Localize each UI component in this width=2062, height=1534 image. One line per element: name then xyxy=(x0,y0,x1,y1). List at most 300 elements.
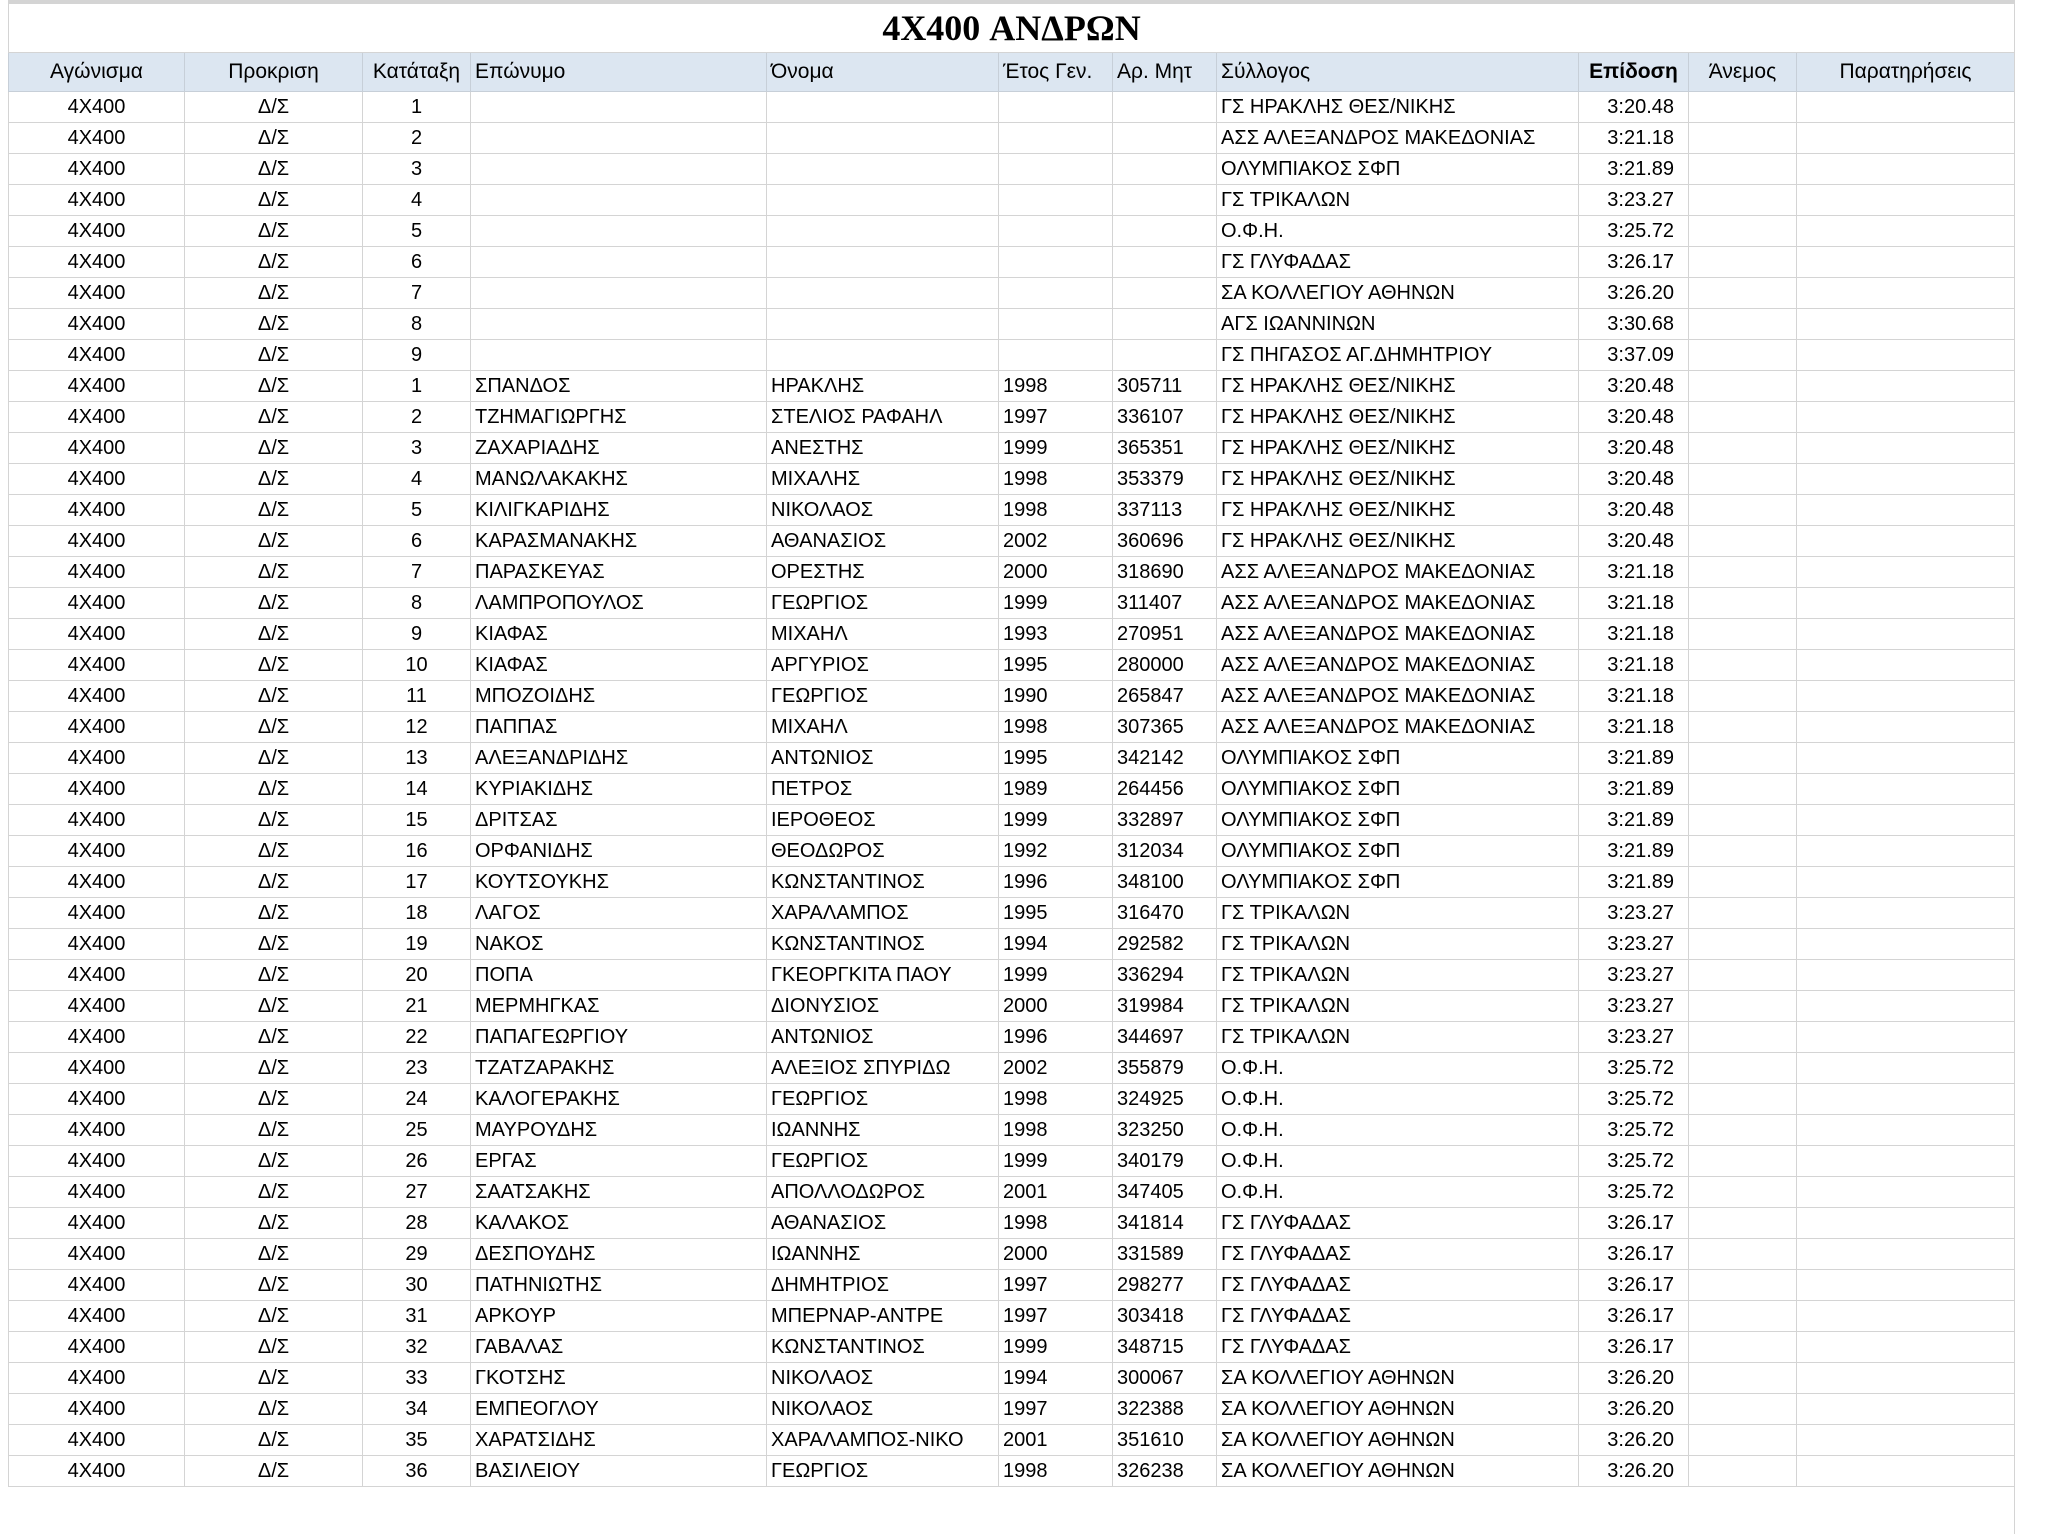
cell-event[interactable]: 4X400 xyxy=(9,929,185,960)
cell-performance[interactable]: 3:21.18 xyxy=(1579,681,1689,712)
cell-qualification[interactable]: Δ/Σ xyxy=(185,619,363,650)
cell-club[interactable]: ΑΣΣ ΑΛΕΞΑΝΔΡΟΣ ΜΑΚΕΔΟΝΙΑΣ xyxy=(1217,712,1579,743)
cell-notes[interactable] xyxy=(1797,1053,2015,1084)
cell-surname[interactable]: ΜΕΡΜΗΓΚΑΣ xyxy=(471,991,767,1022)
cell-registry-number[interactable]: 312034 xyxy=(1113,836,1217,867)
cell-event[interactable]: 4X400 xyxy=(9,433,185,464)
cell-notes[interactable] xyxy=(1797,309,2015,340)
cell-event[interactable]: 4X400 xyxy=(9,154,185,185)
cell-wind[interactable] xyxy=(1689,1084,1797,1115)
header-name[interactable]: Όνομα xyxy=(767,53,999,92)
cell-surname[interactable]: ΝΑΚΟΣ xyxy=(471,929,767,960)
cell-birth-year[interactable] xyxy=(999,309,1113,340)
cell-rank[interactable]: 2 xyxy=(363,123,471,154)
cell-surname[interactable]: ΠΑΡΑΣΚΕΥΑΣ xyxy=(471,557,767,588)
cell-surname[interactable]: ΔΕΣΠΟΥΔΗΣ xyxy=(471,1239,767,1270)
cell-event[interactable]: 4X400 xyxy=(9,1270,185,1301)
cell-name[interactable]: ΣΤΕΛΙΟΣ ΡΑΦΑΗΛ xyxy=(767,402,999,433)
cell-event[interactable]: 4X400 xyxy=(9,898,185,929)
cell-rank[interactable]: 18 xyxy=(363,898,471,929)
cell-qualification[interactable]: Δ/Σ xyxy=(185,1332,363,1363)
cell-surname[interactable]: ΚΑΛΑΚΟΣ xyxy=(471,1208,767,1239)
cell-rank[interactable]: 9 xyxy=(363,340,471,371)
cell-event[interactable]: 4X400 xyxy=(9,588,185,619)
cell-registry-number[interactable]: 336107 xyxy=(1113,402,1217,433)
cell-registry-number[interactable]: 351610 xyxy=(1113,1425,1217,1456)
cell-name[interactable]: ΜΙΧΑΗΛ xyxy=(767,619,999,650)
cell-wind[interactable] xyxy=(1689,836,1797,867)
cell-notes[interactable] xyxy=(1797,464,2015,495)
cell-notes[interactable] xyxy=(1797,743,2015,774)
cell-qualification[interactable]: Δ/Σ xyxy=(185,991,363,1022)
cell-club[interactable]: ΓΣ ΗΡΑΚΛΗΣ ΘΕΣ/ΝΙΚΗΣ xyxy=(1217,495,1579,526)
cell-notes[interactable] xyxy=(1797,805,2015,836)
cell-notes[interactable] xyxy=(1797,371,2015,402)
cell-qualification[interactable]: Δ/Σ xyxy=(185,681,363,712)
cell-notes[interactable] xyxy=(1797,1177,2015,1208)
cell-registry-number[interactable]: 344697 xyxy=(1113,1022,1217,1053)
cell-performance[interactable]: 3:21.18 xyxy=(1579,650,1689,681)
cell-club[interactable]: ΣΑ ΚΟΛΛΕΓΙΟΥ ΑΘΗΝΩΝ xyxy=(1217,1394,1579,1425)
cell-rank[interactable]: 30 xyxy=(363,1270,471,1301)
cell-performance[interactable]: 3:21.18 xyxy=(1579,588,1689,619)
cell-wind[interactable] xyxy=(1689,464,1797,495)
cell-name[interactable]: ΑΘΑΝΑΣΙΟΣ xyxy=(767,1208,999,1239)
cell-surname[interactable]: ΤΖΗΜΑΓΙΩΡΓΗΣ xyxy=(471,402,767,433)
cell-performance[interactable]: 3:21.89 xyxy=(1579,867,1689,898)
cell-qualification[interactable]: Δ/Σ xyxy=(185,712,363,743)
cell-surname[interactable]: ΜΑΥΡΟΥΔΗΣ xyxy=(471,1115,767,1146)
cell-registry-number[interactable]: 305711 xyxy=(1113,371,1217,402)
cell-notes[interactable] xyxy=(1797,681,2015,712)
cell-birth-year[interactable]: 1998 xyxy=(999,1115,1113,1146)
cell-rank[interactable]: 32 xyxy=(363,1332,471,1363)
cell-wind[interactable] xyxy=(1689,1363,1797,1394)
cell-event[interactable]: 4X400 xyxy=(9,836,185,867)
cell-registry-number[interactable] xyxy=(1113,309,1217,340)
cell-club[interactable]: ΓΣ ΗΡΑΚΛΗΣ ΘΕΣ/ΝΙΚΗΣ xyxy=(1217,402,1579,433)
cell-qualification[interactable]: Δ/Σ xyxy=(185,402,363,433)
cell-birth-year[interactable]: 2002 xyxy=(999,1053,1113,1084)
cell-performance[interactable]: 3:26.17 xyxy=(1579,1270,1689,1301)
cell-performance[interactable]: 3:21.89 xyxy=(1579,836,1689,867)
cell-registry-number[interactable]: 360696 xyxy=(1113,526,1217,557)
cell-notes[interactable] xyxy=(1797,991,2015,1022)
cell-birth-year[interactable]: 1998 xyxy=(999,1456,1113,1487)
cell-registry-number[interactable] xyxy=(1113,278,1217,309)
cell-birth-year[interactable]: 1999 xyxy=(999,1332,1113,1363)
cell-event[interactable]: 4X400 xyxy=(9,557,185,588)
cell-club[interactable]: ΓΣ ΗΡΑΚΛΗΣ ΘΕΣ/ΝΙΚΗΣ xyxy=(1217,371,1579,402)
cell-rank[interactable]: 13 xyxy=(363,743,471,774)
cell-registry-number[interactable]: 292582 xyxy=(1113,929,1217,960)
cell-qualification[interactable]: Δ/Σ xyxy=(185,92,363,123)
cell-birth-year[interactable]: 1998 xyxy=(999,712,1113,743)
cell-registry-number[interactable]: 347405 xyxy=(1113,1177,1217,1208)
cell-notes[interactable] xyxy=(1797,1363,2015,1394)
cell-notes[interactable] xyxy=(1797,1301,2015,1332)
cell-name[interactable] xyxy=(767,278,999,309)
cell-surname[interactable]: ΠΑΠΠΑΣ xyxy=(471,712,767,743)
cell-qualification[interactable]: Δ/Σ xyxy=(185,1084,363,1115)
cell-registry-number[interactable] xyxy=(1113,340,1217,371)
cell-club[interactable]: ΓΣ ΓΛΥΦΑΔΑΣ xyxy=(1217,1208,1579,1239)
cell-club[interactable]: ΟΛΥΜΠΙΑΚΟΣ ΣΦΠ xyxy=(1217,805,1579,836)
cell-event[interactable]: 4X400 xyxy=(9,1053,185,1084)
cell-rank[interactable]: 23 xyxy=(363,1053,471,1084)
cell-wind[interactable] xyxy=(1689,1146,1797,1177)
cell-wind[interactable] xyxy=(1689,1208,1797,1239)
cell-registry-number[interactable] xyxy=(1113,247,1217,278)
cell-registry-number[interactable]: 264456 xyxy=(1113,774,1217,805)
cell-event[interactable]: 4X400 xyxy=(9,743,185,774)
cell-qualification[interactable]: Δ/Σ xyxy=(185,557,363,588)
cell-notes[interactable] xyxy=(1797,588,2015,619)
cell-event[interactable]: 4X400 xyxy=(9,1301,185,1332)
cell-wind[interactable] xyxy=(1689,1053,1797,1084)
cell-birth-year[interactable]: 1996 xyxy=(999,1022,1113,1053)
cell-notes[interactable] xyxy=(1797,1456,2015,1487)
header-performance[interactable]: Επίδοση xyxy=(1579,53,1689,92)
cell-notes[interactable] xyxy=(1797,1208,2015,1239)
cell-performance[interactable]: 3:37.09 xyxy=(1579,340,1689,371)
cell-performance[interactable]: 3:26.20 xyxy=(1579,1363,1689,1394)
cell-birth-year[interactable]: 1999 xyxy=(999,805,1113,836)
cell-notes[interactable] xyxy=(1797,1394,2015,1425)
cell-registry-number[interactable]: 316470 xyxy=(1113,898,1217,929)
header-notes[interactable]: Παρατηρήσεις xyxy=(1797,53,2015,92)
cell-birth-year[interactable]: 1995 xyxy=(999,650,1113,681)
cell-rank[interactable]: 27 xyxy=(363,1177,471,1208)
cell-qualification[interactable]: Δ/Σ xyxy=(185,526,363,557)
cell-surname[interactable]: ΚΙΑΦΑΣ xyxy=(471,650,767,681)
cell-qualification[interactable]: Δ/Σ xyxy=(185,774,363,805)
cell-registry-number[interactable] xyxy=(1113,185,1217,216)
cell-surname[interactable]: ΣΠΑΝΔΟΣ xyxy=(471,371,767,402)
cell-qualification[interactable]: Δ/Σ xyxy=(185,743,363,774)
cell-wind[interactable] xyxy=(1689,743,1797,774)
cell-name[interactable]: ΑΡΓΥΡΙΟΣ xyxy=(767,650,999,681)
sheet-title[interactable]: 4X400 ΑΝΔΡΩΝ xyxy=(9,2,2015,53)
cell-performance[interactable]: 3:21.18 xyxy=(1579,557,1689,588)
cell-notes[interactable] xyxy=(1797,960,2015,991)
cell-wind[interactable] xyxy=(1689,433,1797,464)
cell-name[interactable]: ΑΝΕΣΤΗΣ xyxy=(767,433,999,464)
cell-surname[interactable]: ΧΑΡΑΤΣΙΔΗΣ xyxy=(471,1425,767,1456)
cell-event[interactable]: 4X400 xyxy=(9,1208,185,1239)
cell-wind[interactable] xyxy=(1689,154,1797,185)
cell-performance[interactable]: 3:21.18 xyxy=(1579,712,1689,743)
cell-name[interactable]: ΧΑΡΑΛΑΜΠΟΣ xyxy=(767,898,999,929)
cell-notes[interactable] xyxy=(1797,526,2015,557)
cell-surname[interactable]: ΓΚΟΤΣΗΣ xyxy=(471,1363,767,1394)
cell-event[interactable]: 4X400 xyxy=(9,1239,185,1270)
cell-surname[interactable]: ΚΑΛΟΓΕΡΑΚΗΣ xyxy=(471,1084,767,1115)
cell-surname[interactable]: ΤΖΑΤΖΑΡΑΚΗΣ xyxy=(471,1053,767,1084)
cell-registry-number[interactable]: 322388 xyxy=(1113,1394,1217,1425)
cell-birth-year[interactable]: 1997 xyxy=(999,1394,1113,1425)
cell-performance[interactable]: 3:21.18 xyxy=(1579,123,1689,154)
cell-name[interactable] xyxy=(767,340,999,371)
cell-qualification[interactable]: Δ/Σ xyxy=(185,898,363,929)
cell-name[interactable]: ΓΕΩΡΓΙΟΣ xyxy=(767,1084,999,1115)
cell-name[interactable]: ΓΕΩΡΓΙΟΣ xyxy=(767,588,999,619)
cell-birth-year[interactable]: 1994 xyxy=(999,1363,1113,1394)
cell-birth-year[interactable]: 2000 xyxy=(999,991,1113,1022)
cell-birth-year[interactable]: 1996 xyxy=(999,867,1113,898)
cell-club[interactable]: ΑΓΣ ΙΩΑΝΝΙΝΩΝ xyxy=(1217,309,1579,340)
cell-birth-year[interactable]: 1999 xyxy=(999,960,1113,991)
cell-wind[interactable] xyxy=(1689,1022,1797,1053)
cell-surname[interactable]: ΚΑΡΑΣΜΑΝΑΚΗΣ xyxy=(471,526,767,557)
cell-birth-year[interactable]: 1995 xyxy=(999,743,1113,774)
cell-rank[interactable]: 15 xyxy=(363,805,471,836)
cell-qualification[interactable]: Δ/Σ xyxy=(185,1208,363,1239)
cell-rank[interactable]: 20 xyxy=(363,960,471,991)
cell-birth-year[interactable]: 2001 xyxy=(999,1425,1113,1456)
cell-club[interactable]: ΓΣ ΓΛΥΦΑΔΑΣ xyxy=(1217,1301,1579,1332)
cell-event[interactable]: 4X400 xyxy=(9,247,185,278)
cell-notes[interactable] xyxy=(1797,1270,2015,1301)
cell-surname[interactable]: ΛΑΜΠΡΟΠΟΥΛΟΣ xyxy=(471,588,767,619)
cell-birth-year[interactable] xyxy=(999,185,1113,216)
cell-wind[interactable] xyxy=(1689,805,1797,836)
cell-club[interactable]: ΓΣ ΓΛΥΦΑΔΑΣ xyxy=(1217,1270,1579,1301)
cell-club[interactable]: ΓΣ ΗΡΑΚΛΗΣ ΘΕΣ/ΝΙΚΗΣ xyxy=(1217,464,1579,495)
cell-club[interactable]: Ο.Φ.Η. xyxy=(1217,1146,1579,1177)
cell-birth-year[interactable]: 1998 xyxy=(999,371,1113,402)
cell-performance[interactable]: 3:26.17 xyxy=(1579,1208,1689,1239)
cell-registry-number[interactable]: 265847 xyxy=(1113,681,1217,712)
cell-performance[interactable]: 3:26.17 xyxy=(1579,1332,1689,1363)
cell-qualification[interactable]: Δ/Σ xyxy=(185,1301,363,1332)
cell-surname[interactable] xyxy=(471,309,767,340)
cell-club[interactable]: ΓΣ ΤΡΙΚΑΛΩΝ xyxy=(1217,898,1579,929)
cell-surname[interactable]: ΣΑΑΤΣΑΚΗΣ xyxy=(471,1177,767,1208)
cell-birth-year[interactable]: 1990 xyxy=(999,681,1113,712)
cell-club[interactable]: ΑΣΣ ΑΛΕΞΑΝΔΡΟΣ ΜΑΚΕΔΟΝΙΑΣ xyxy=(1217,650,1579,681)
cell-birth-year[interactable] xyxy=(999,340,1113,371)
cell-birth-year[interactable] xyxy=(999,123,1113,154)
cell-rank[interactable]: 3 xyxy=(363,154,471,185)
cell-club[interactable]: Ο.Φ.Η. xyxy=(1217,1115,1579,1146)
cell-birth-year[interactable] xyxy=(999,247,1113,278)
cell-qualification[interactable]: Δ/Σ xyxy=(185,1425,363,1456)
cell-event[interactable]: 4X400 xyxy=(9,960,185,991)
cell-performance[interactable]: 3:26.20 xyxy=(1579,1425,1689,1456)
cell-rank[interactable]: 1 xyxy=(363,371,471,402)
cell-surname[interactable]: ΓΑΒΑΛΑΣ xyxy=(471,1332,767,1363)
cell-surname[interactable]: ΜΑΝΩΛΑΚΑΚΗΣ xyxy=(471,464,767,495)
cell-club[interactable]: ΑΣΣ ΑΛΕΞΑΝΔΡΟΣ ΜΑΚΕΔΟΝΙΑΣ xyxy=(1217,123,1579,154)
cell-notes[interactable] xyxy=(1797,619,2015,650)
cell-notes[interactable] xyxy=(1797,185,2015,216)
cell-rank[interactable]: 10 xyxy=(363,650,471,681)
cell-rank[interactable]: 1 xyxy=(363,92,471,123)
cell-qualification[interactable]: Δ/Σ xyxy=(185,185,363,216)
cell-club[interactable]: Ο.Φ.Η. xyxy=(1217,1084,1579,1115)
cell-club[interactable]: ΣΑ ΚΟΛΛΕΓΙΟΥ ΑΘΗΝΩΝ xyxy=(1217,1363,1579,1394)
cell-event[interactable]: 4X400 xyxy=(9,774,185,805)
header-qualification[interactable]: Προκριση xyxy=(185,53,363,92)
cell-event[interactable]: 4X400 xyxy=(9,681,185,712)
cell-rank[interactable]: 8 xyxy=(363,588,471,619)
cell-qualification[interactable]: Δ/Σ xyxy=(185,929,363,960)
cell-surname[interactable] xyxy=(471,92,767,123)
cell-performance[interactable]: 3:23.27 xyxy=(1579,898,1689,929)
cell-performance[interactable]: 3:26.20 xyxy=(1579,1394,1689,1425)
cell-qualification[interactable]: Δ/Σ xyxy=(185,278,363,309)
cell-notes[interactable] xyxy=(1797,557,2015,588)
cell-notes[interactable] xyxy=(1797,1115,2015,1146)
cell-registry-number[interactable]: 336294 xyxy=(1113,960,1217,991)
cell-qualification[interactable]: Δ/Σ xyxy=(185,123,363,154)
cell-surname[interactable]: ΠΟΠΑ xyxy=(471,960,767,991)
cell-rank[interactable]: 17 xyxy=(363,867,471,898)
cell-rank[interactable]: 28 xyxy=(363,1208,471,1239)
cell-name[interactable]: ΙΕΡΟΘΕΟΣ xyxy=(767,805,999,836)
cell-wind[interactable] xyxy=(1689,774,1797,805)
cell-event[interactable]: 4X400 xyxy=(9,867,185,898)
cell-rank[interactable]: 34 xyxy=(363,1394,471,1425)
cell-performance[interactable]: 3:20.48 xyxy=(1579,464,1689,495)
cell-rank[interactable]: 7 xyxy=(363,557,471,588)
cell-birth-year[interactable]: 1998 xyxy=(999,1208,1113,1239)
cell-registry-number[interactable]: 307365 xyxy=(1113,712,1217,743)
cell-rank[interactable]: 2 xyxy=(363,402,471,433)
cell-registry-number[interactable]: 311407 xyxy=(1113,588,1217,619)
header-rank[interactable]: Κατάταξη xyxy=(363,53,471,92)
cell-club[interactable]: ΓΣ ΓΛΥΦΑΔΑΣ xyxy=(1217,247,1579,278)
cell-registry-number[interactable] xyxy=(1113,123,1217,154)
cell-club[interactable]: ΟΛΥΜΠΙΑΚΟΣ ΣΦΠ xyxy=(1217,867,1579,898)
cell-notes[interactable] xyxy=(1797,1239,2015,1270)
cell-club[interactable]: ΟΛΥΜΠΙΑΚΟΣ ΣΦΠ xyxy=(1217,774,1579,805)
cell-event[interactable]: 4X400 xyxy=(9,123,185,154)
cell-surname[interactable]: ΚΙΛΙΓΚΑΡΙΔΗΣ xyxy=(471,495,767,526)
cell-wind[interactable] xyxy=(1689,1456,1797,1487)
cell-registry-number[interactable]: 340179 xyxy=(1113,1146,1217,1177)
cell-registry-number[interactable]: 303418 xyxy=(1113,1301,1217,1332)
cell-performance[interactable]: 3:21.89 xyxy=(1579,805,1689,836)
cell-wind[interactable] xyxy=(1689,216,1797,247)
cell-event[interactable]: 4X400 xyxy=(9,805,185,836)
cell-club[interactable]: ΓΣ ΤΡΙΚΑΛΩΝ xyxy=(1217,1022,1579,1053)
cell-event[interactable]: 4X400 xyxy=(9,1115,185,1146)
cell-rank[interactable]: 29 xyxy=(363,1239,471,1270)
cell-club[interactable]: ΓΣ ΤΡΙΚΑΛΩΝ xyxy=(1217,991,1579,1022)
cell-qualification[interactable]: Δ/Σ xyxy=(185,650,363,681)
cell-notes[interactable] xyxy=(1797,1332,2015,1363)
cell-performance[interactable]: 3:23.27 xyxy=(1579,991,1689,1022)
cell-qualification[interactable]: Δ/Σ xyxy=(185,247,363,278)
cell-surname[interactable] xyxy=(471,340,767,371)
cell-event[interactable]: 4X400 xyxy=(9,278,185,309)
cell-rank[interactable]: 4 xyxy=(363,464,471,495)
cell-name[interactable]: ΜΠΕΡΝΑΡ-ΑΝΤΡΕ xyxy=(767,1301,999,1332)
header-club[interactable]: Σύλλογος xyxy=(1217,53,1579,92)
cell-surname[interactable]: ΕΡΓΑΣ xyxy=(471,1146,767,1177)
cell-surname[interactable]: ΠΑΤΗΝΙΩΤΗΣ xyxy=(471,1270,767,1301)
cell-surname[interactable]: ΔΡΙΤΣΑΣ xyxy=(471,805,767,836)
cell-surname[interactable]: ΛΑΓΟΣ xyxy=(471,898,767,929)
cell-qualification[interactable]: Δ/Σ xyxy=(185,340,363,371)
cell-wind[interactable] xyxy=(1689,681,1797,712)
cell-performance[interactable]: 3:23.27 xyxy=(1579,1022,1689,1053)
header-birth-year[interactable]: Έτος Γεν. xyxy=(999,53,1113,92)
cell-surname[interactable] xyxy=(471,247,767,278)
cell-club[interactable]: ΟΛΥΜΠΙΑΚΟΣ ΣΦΠ xyxy=(1217,154,1579,185)
cell-performance[interactable]: 3:26.20 xyxy=(1579,278,1689,309)
cell-birth-year[interactable] xyxy=(999,92,1113,123)
cell-wind[interactable] xyxy=(1689,247,1797,278)
cell-club[interactable]: ΓΣ ΓΛΥΦΑΔΑΣ xyxy=(1217,1239,1579,1270)
cell-event[interactable]: 4X400 xyxy=(9,185,185,216)
cell-rank[interactable]: 12 xyxy=(363,712,471,743)
cell-event[interactable]: 4X400 xyxy=(9,1425,185,1456)
cell-event[interactable]: 4X400 xyxy=(9,92,185,123)
cell-performance[interactable]: 3:21.18 xyxy=(1579,619,1689,650)
cell-registry-number[interactable]: 323250 xyxy=(1113,1115,1217,1146)
cell-surname[interactable]: ΟΡΦΑΝΙΔΗΣ xyxy=(471,836,767,867)
cell-rank[interactable]: 4 xyxy=(363,185,471,216)
cell-qualification[interactable]: Δ/Σ xyxy=(185,1115,363,1146)
cell-birth-year[interactable]: 1993 xyxy=(999,619,1113,650)
cell-qualification[interactable]: Δ/Σ xyxy=(185,1053,363,1084)
cell-birth-year[interactable]: 1997 xyxy=(999,402,1113,433)
cell-performance[interactable]: 3:30.68 xyxy=(1579,309,1689,340)
cell-event[interactable]: 4X400 xyxy=(9,619,185,650)
cell-club[interactable]: Ο.Φ.Η. xyxy=(1217,1053,1579,1084)
cell-wind[interactable] xyxy=(1689,929,1797,960)
cell-qualification[interactable]: Δ/Σ xyxy=(185,805,363,836)
cell-rank[interactable]: 3 xyxy=(363,433,471,464)
cell-performance[interactable]: 3:21.89 xyxy=(1579,743,1689,774)
cell-qualification[interactable]: Δ/Σ xyxy=(185,464,363,495)
cell-notes[interactable] xyxy=(1797,216,2015,247)
cell-wind[interactable] xyxy=(1689,867,1797,898)
cell-name[interactable]: ΝΙΚΟΛΑΟΣ xyxy=(767,1363,999,1394)
cell-wind[interactable] xyxy=(1689,309,1797,340)
header-event[interactable]: Αγώνισμα xyxy=(9,53,185,92)
cell-name[interactable]: ΘΕΟΔΩΡΟΣ xyxy=(767,836,999,867)
cell-qualification[interactable]: Δ/Σ xyxy=(185,1177,363,1208)
cell-notes[interactable] xyxy=(1797,433,2015,464)
cell-rank[interactable]: 33 xyxy=(363,1363,471,1394)
cell-qualification[interactable]: Δ/Σ xyxy=(185,1394,363,1425)
cell-name[interactable]: ΓΕΩΡΓΙΟΣ xyxy=(767,1146,999,1177)
cell-name[interactable]: ΔΙΟΝΥΣΙΟΣ xyxy=(767,991,999,1022)
cell-performance[interactable]: 3:26.17 xyxy=(1579,247,1689,278)
cell-club[interactable]: ΣΑ ΚΟΛΛΕΓΙΟΥ ΑΘΗΝΩΝ xyxy=(1217,1425,1579,1456)
cell-club[interactable]: ΓΣ ΤΡΙΚΑΛΩΝ xyxy=(1217,960,1579,991)
cell-performance[interactable]: 3:23.27 xyxy=(1579,960,1689,991)
cell-registry-number[interactable]: 318690 xyxy=(1113,557,1217,588)
cell-notes[interactable] xyxy=(1797,929,2015,960)
cell-name[interactable]: ΗΡΑΚΛΗΣ xyxy=(767,371,999,402)
cell-name[interactable]: ΜΙΧΑΗΛ xyxy=(767,712,999,743)
cell-performance[interactable]: 3:25.72 xyxy=(1579,1053,1689,1084)
cell-birth-year[interactable]: 1999 xyxy=(999,588,1113,619)
cell-notes[interactable] xyxy=(1797,92,2015,123)
cell-event[interactable]: 4X400 xyxy=(9,650,185,681)
cell-registry-number[interactable]: 319984 xyxy=(1113,991,1217,1022)
cell-rank[interactable]: 36 xyxy=(363,1456,471,1487)
cell-name[interactable]: ΚΩΝΣΤΑΝΤΙΝΟΣ xyxy=(767,867,999,898)
cell-performance[interactable]: 3:26.17 xyxy=(1579,1239,1689,1270)
cell-birth-year[interactable]: 1992 xyxy=(999,836,1113,867)
cell-rank[interactable]: 24 xyxy=(363,1084,471,1115)
